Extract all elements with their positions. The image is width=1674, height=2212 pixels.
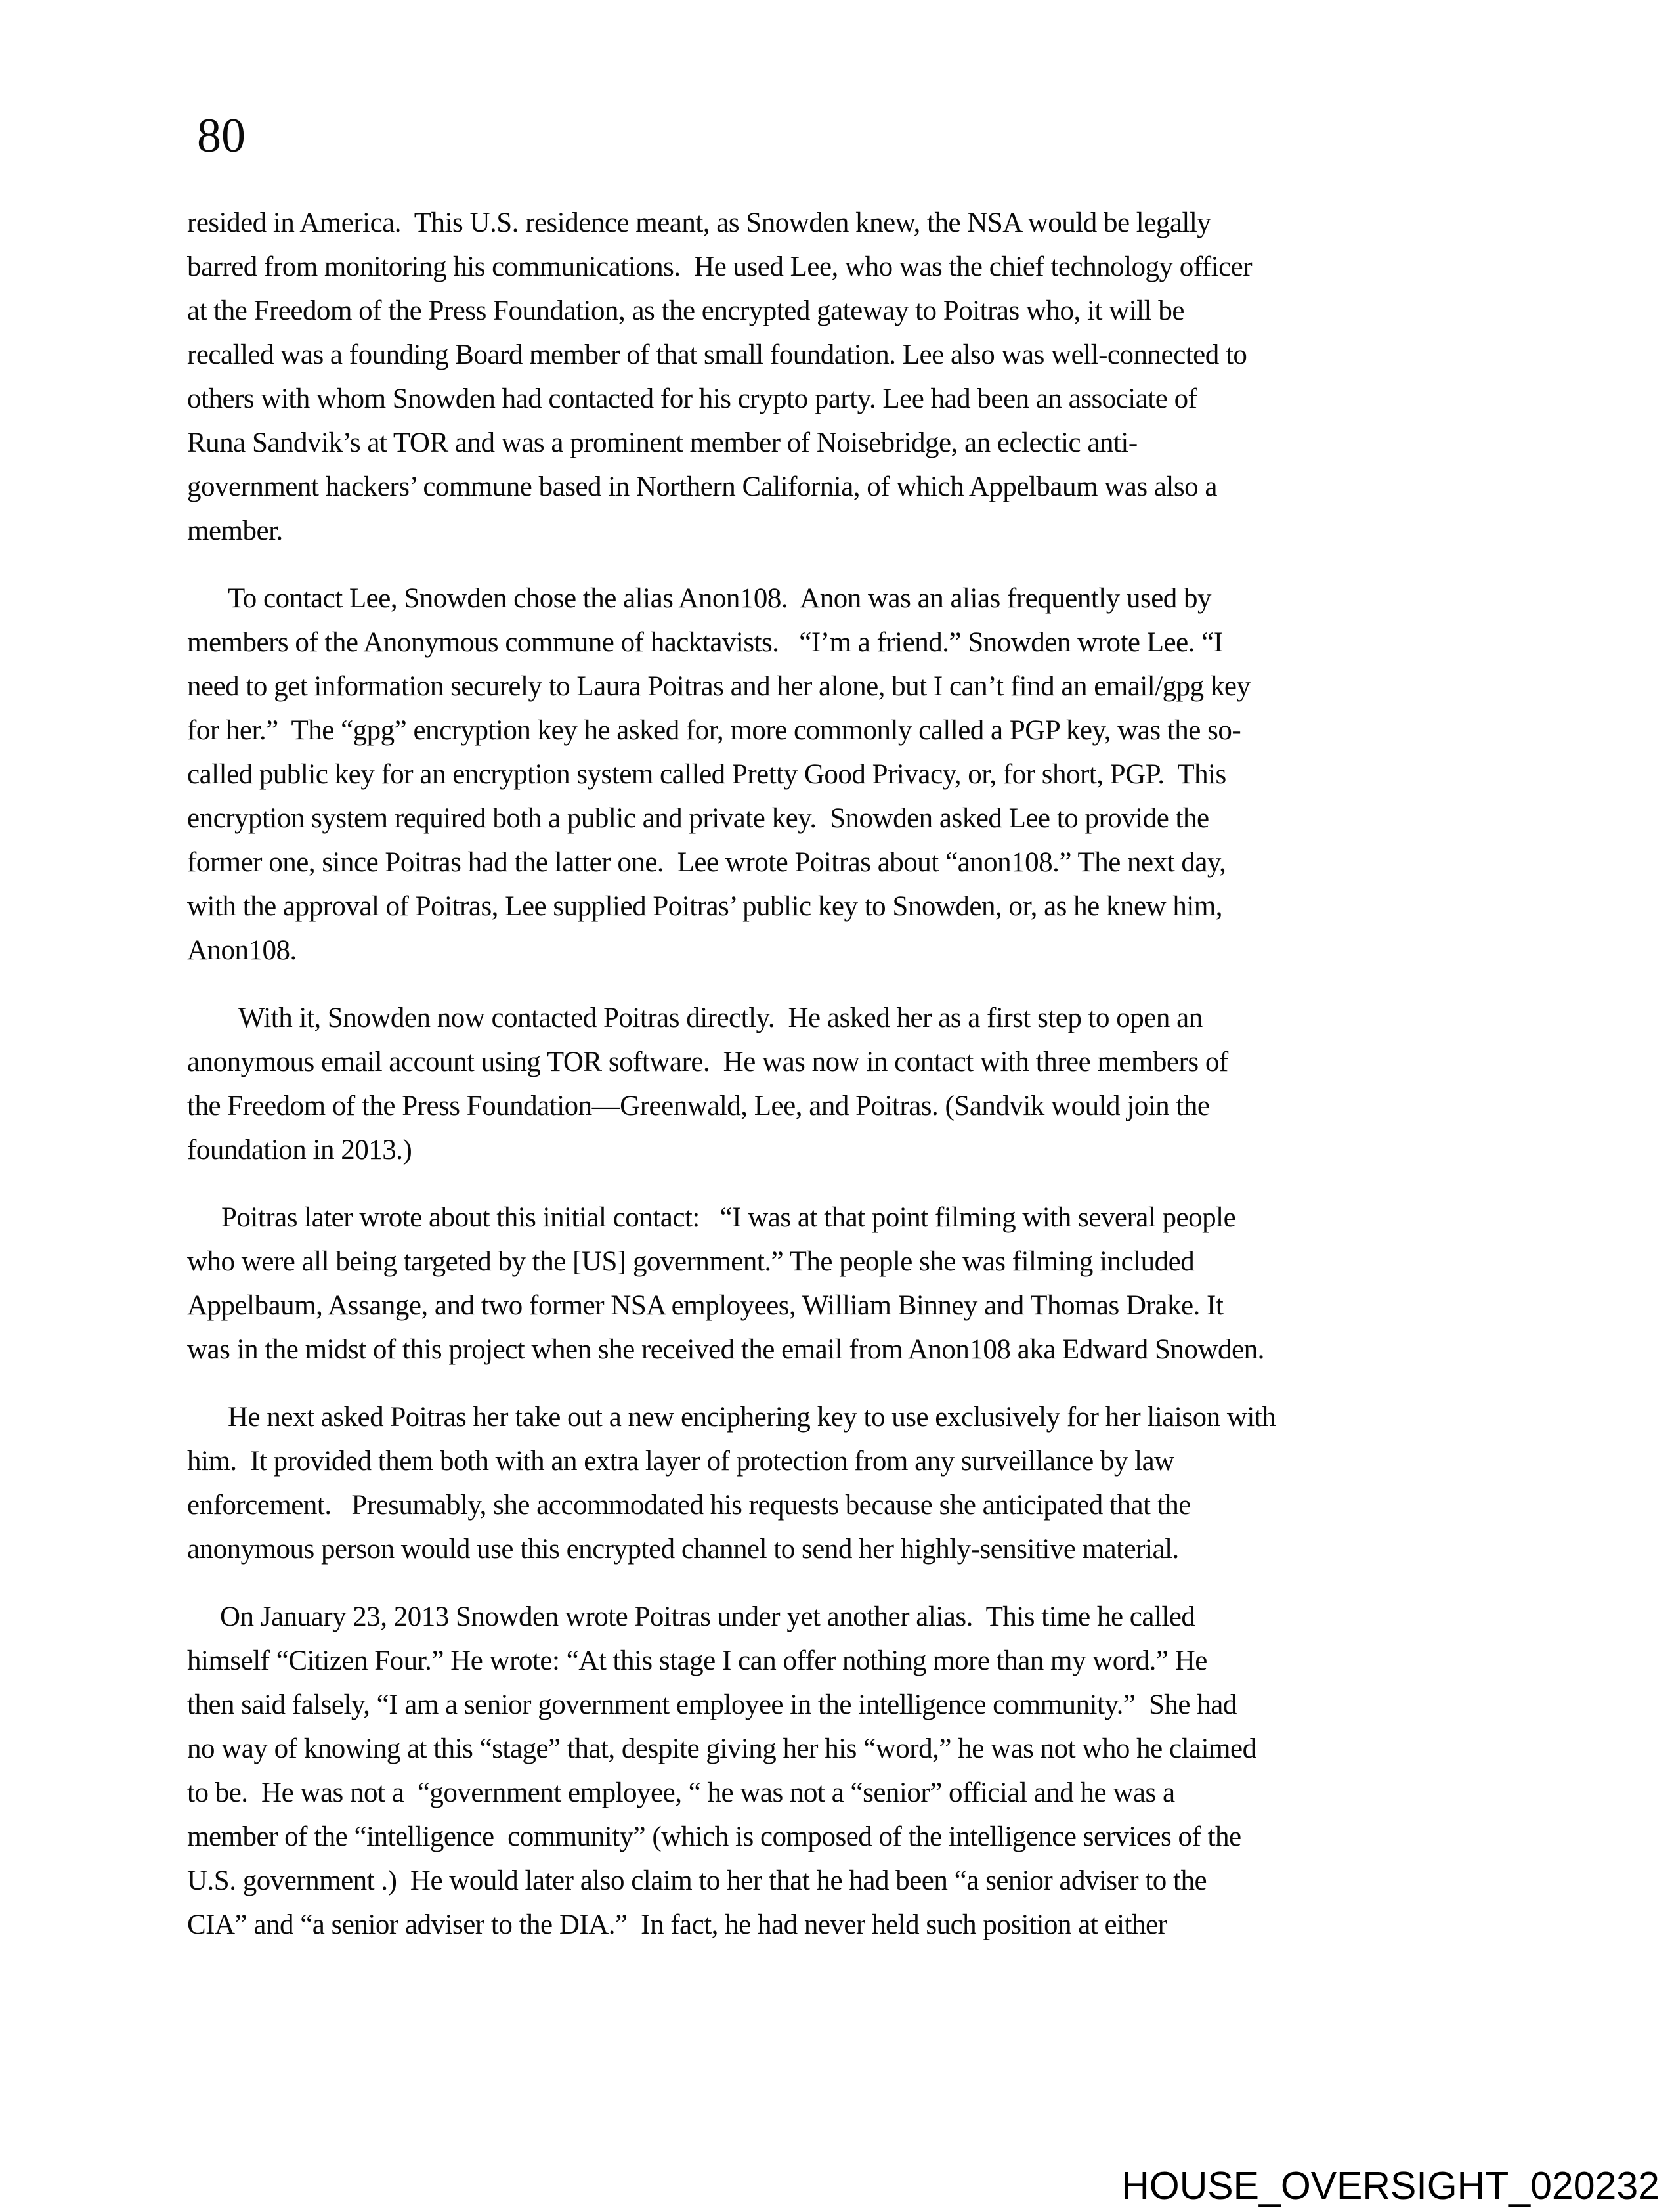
text-line: no way of knowing at this “stage” that, despite giving her his “word,” he was not who he claimed	[187, 1733, 1256, 1764]
text-line: Anon108.	[187, 935, 297, 966]
text-line: at the Freedom of the Press Foundation, as the encrypted gateway to Poitras who, it will be	[187, 295, 1184, 326]
text-line: recalled was a founding Board member of that small foundation. Lee also was well-connected to	[187, 339, 1247, 370]
text-line: former one, since Poitras had the latter one. Lee wrote Poitras about “anon108.” The next day,	[187, 847, 1226, 878]
text-line: with the approval of Poitras, Lee supplied Poitras’ public key to Snowden, or, as he knew him,	[187, 891, 1223, 922]
paragraph	[187, 1196, 1500, 1372]
text-line: With it, Snowden now contacted Poitras directly. He asked her as a first step to open an	[238, 1003, 1203, 1033]
text-line: encryption system required both a public and private key. Snowden asked Lee to provide the	[187, 803, 1209, 834]
text-line: Runa Sandvik’s at TOR and was a prominent member of Noisebridge, an eclectic anti-	[187, 427, 1138, 458]
text-line: the Freedom of the Press Foundation—Greenwald, Lee, and Poitras. (Sandvik would join the	[187, 1091, 1210, 1121]
text-line: U.S. government .) He would later also claim to her that he had been “a senior adviser to the	[187, 1865, 1207, 1896]
text-line: On January 23, 2013 Snowden wrote Poitras under yet another alias. This time he called	[220, 1601, 1195, 1632]
text-line: resided in America. This U.S. residence meant, as Snowden knew, the NSA would be legally	[187, 207, 1211, 238]
text-line: him. It provided them both with an extra layer of protection from any surveillance by law	[187, 1446, 1174, 1477]
text-line: called public key for an encryption system called Pretty Good Privacy, or, for short, PGP. This	[187, 759, 1226, 790]
text-line: need to get information securely to Laura Poitras and her alone, but I can’t find an email/gpg key	[187, 671, 1251, 702]
text-line: anonymous person would use this encrypted channel to send her highly-sensitive material.	[187, 1534, 1179, 1565]
text-line: He next asked Poitras her take out a new enciphering key to use exclusively for her liaison with	[228, 1402, 1276, 1433]
text-line: foundation in 2013.)	[187, 1135, 412, 1165]
text-line: for her.” The “gpg” encryption key he asked for, more commonly called a PGP key, was the so-	[187, 715, 1241, 746]
paragraph	[187, 996, 1500, 1172]
text-line: anonymous email account using TOR software. He was now in contact with three members of	[187, 1047, 1228, 1077]
text-line: to be. He was not a “government employee, “ he was not a “senior” official and he was a	[187, 1777, 1175, 1808]
text-line: member of the “intelligence community” (which is composed of the intelligence services of the	[187, 1821, 1241, 1852]
text-line: barred from monitoring his communications. He used Lee, who was the chief technology officer	[187, 251, 1253, 282]
text-line: who were all being targeted by the [US] government.” The people she was filming included	[187, 1246, 1195, 1277]
text-line: himself “Citizen Four.” He wrote: “At this stage I can offer nothing more than my word.” He	[187, 1645, 1207, 1676]
text-line: Poitras later wrote about this initial contact: “I was at that point filming with several people	[221, 1202, 1236, 1233]
paragraph	[187, 201, 1500, 553]
text-line: others with whom Snowden had contacted for his crypto party. Lee had been an associate of	[187, 383, 1197, 414]
paragraph	[187, 576, 1500, 972]
text-line: enforcement. Presumably, she accommodated his requests because she anticipated that the	[187, 1490, 1191, 1521]
text-line: To contact Lee, Snowden chose the alias Anon108. Anon was an alias frequently used by	[228, 583, 1212, 614]
text-line: was in the midst of this project when she received the email from Anon108 aka Edward Snowden.	[187, 1334, 1264, 1365]
text-line: then said falsely, “I am a senior government employee in the intelligence community.” She had	[187, 1689, 1237, 1720]
page-body-text	[187, 201, 1500, 1947]
text-line: members of the Anonymous commune of hacktavists. “I’m a friend.” Snowden wrote Lee. “I	[187, 627, 1223, 658]
page-number: 80	[197, 109, 246, 163]
text-line: Appelbaum, Assange, and two former NSA employees, William Binney and Thomas Drake. It	[187, 1290, 1224, 1321]
bates-stamp: HOUSE_OVERSIGHT_020232	[1121, 2164, 1660, 2207]
text-line: government hackers’ commune based in Northern California, of which Appelbaum was also a	[187, 471, 1217, 502]
text-line: CIA” and “a senior adviser to the DIA.” In fact, he had never held such position at either	[187, 1909, 1167, 1940]
text-line: member.	[187, 515, 283, 546]
paragraph	[187, 1595, 1500, 1947]
paragraph	[187, 1395, 1500, 1571]
